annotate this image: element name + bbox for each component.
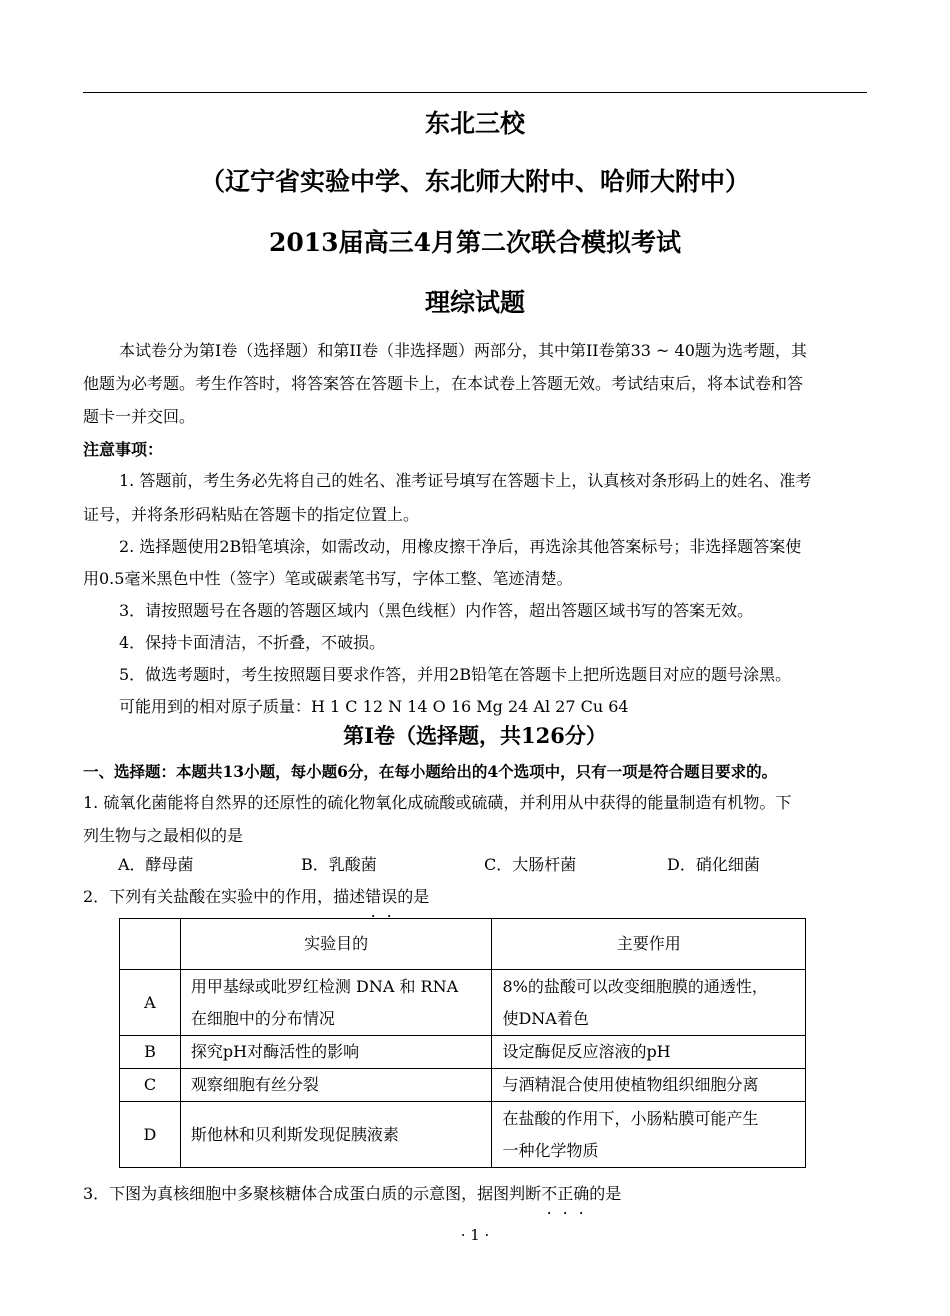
table-row (120, 1036, 806, 1069)
row-purpose: 斯他林和贝利斯发现促胰液素 (180, 1102, 492, 1168)
row-role (492, 970, 806, 1036)
section-1-title: 第I卷（选择题，共126分） (343, 723, 607, 748)
q1-option-a: A．酵母菌 (118, 855, 194, 874)
note-4: 4．保持卡面清洁，不折叠，不破损。 (119, 633, 386, 652)
school-title: 东北三校 (424, 109, 525, 138)
table-row (120, 1102, 806, 1168)
table-header-blank (120, 919, 181, 970)
q2-stem-prefix: 2．下列有关盐酸在实验中的作用，描述 (83, 887, 366, 906)
table-row (120, 1069, 806, 1102)
atomic-masses: 可能用到的相对原子质量：H 1 C 12 N 14 O 16 Mg 24 Al 27 Cu 64 (119, 697, 629, 716)
q2-stem-suffix: 的是 (397, 887, 430, 906)
q1-option-c: C．大肠杆菌 (484, 855, 577, 874)
table-header-row (120, 919, 806, 970)
q3-stem (83, 1184, 867, 1204)
note-5: 5．做选考题时，考生按照题目要求作答，并用2B铅笔在答题卡上把所选题目对应的题号涂黑。 (119, 665, 792, 684)
header-rule (83, 92, 867, 93)
row-purpose-line-1: 用甲基绿或吡罗红检测 DNA 和 RNA (190, 976, 459, 996)
table-header-role: 主要作用 (492, 919, 806, 970)
row-label: B (120, 1036, 181, 1069)
row-purpose-line-2: 在细胞中的分布情况 (190, 1008, 335, 1028)
notes-heading: 注意事项： (83, 440, 164, 459)
exam-name: 2013届高三4月第二次联合模拟考试 (269, 228, 681, 257)
row-label: A (120, 970, 181, 1036)
intro-line-1: 本试卷分为第I卷（选择题）和第II卷（非选择题）两部分，其中第II卷第33 ~ 40题为选考题，其 (119, 341, 807, 360)
emphasis-char: 错 (365, 887, 382, 906)
q1-option-d: D．硝化细菌 (667, 855, 760, 874)
row-role: 设定酶促反应溶液的pH (492, 1036, 806, 1069)
row-role-line-1: 在盐酸的作用下，小肠粘膜可能产生 (502, 1108, 759, 1128)
row-role-line-2: 一种化学物质 (502, 1140, 599, 1160)
note-3: 3．请按照题号在各题的答题区域内（黑色线框）内作答，超出答题区域书写的答案无效。 (119, 601, 754, 620)
q3-stem-emphasis (541, 1184, 589, 1203)
row-purpose (180, 970, 492, 1036)
row-label: C (120, 1069, 181, 1102)
emphasis-char: 确 (573, 1184, 590, 1203)
row-role-line-1: 8%的盐酸可以改变细胞膜的通透性， (502, 976, 768, 996)
note-1-line-1: 1. 答题前，考生务必先将自己的姓名、准考证号填写在答题卡上，认真核对条形码上的姓名、准考 (119, 471, 812, 490)
section-1-instruction: 一、选择题：本题共13小题，每小题6分，在每小题给出的4个选项中，只有一项是符合题目要求的。 (83, 762, 778, 781)
row-role (492, 1102, 806, 1168)
row-role-line-2: 使DNA着色 (502, 1008, 589, 1028)
q2-stem-emphasis (365, 887, 397, 906)
q3-stem-prefix: 3．下图为真核细胞中多聚核糖体合成蛋白质的示意图，据图判断 (83, 1184, 542, 1203)
note-2-line-1: 2. 选择题使用2B铅笔填涂，如需改动，用橡皮擦干净后，再选涂其他答案标号；非选择题答案使 (119, 537, 802, 556)
intro-line-3: 题卡一并交回。 (83, 407, 196, 426)
intro-line-2: 他题为必考题。考生作答时，将答案答在答题卡上，在本试卷上答题无效。考试结束后，将本试卷和答 (83, 374, 804, 393)
row-purpose: 探究pH对酶活性的影响 (180, 1036, 492, 1069)
note-1-line-2: 证号，并将条形码粘贴在答题卡的指定位置上。 (83, 505, 420, 524)
q2-table (119, 918, 806, 1168)
emphasis-char: 误 (381, 887, 398, 906)
row-role: 与酒精混合使用使植物组织细胞分离 (492, 1069, 806, 1102)
q1-stem-line-1: 1. 硫氧化菌能将自然界的还原性的硫化物氧化成硫酸或硫磺，并利用从中获得的能量制造有机物。下 (83, 793, 792, 812)
schools-detail: （辽宁省实验中学、东北师大附中、哈师大附中） (199, 167, 750, 196)
row-purpose: 观察细胞有丝分裂 (180, 1069, 492, 1102)
q2-stem (83, 887, 867, 907)
subject-title: 理综试题 (424, 288, 525, 317)
q1-stem-line-2: 列生物与之最相似的是 (83, 826, 244, 845)
q1-option-b: B．乳酸菌 (301, 855, 377, 874)
q3-stem-suffix: 的是 (589, 1184, 622, 1203)
emphasis-char: 正 (557, 1184, 574, 1203)
emphasis-char: 不 (541, 1184, 558, 1203)
page-number: · 1 · (460, 1226, 490, 1244)
note-2-line-2: 用0.5毫米黑色中性（签字）笔或碳素笔书写，字体工整、笔迹清楚。 (83, 569, 573, 588)
table-header-purpose: 实验目的 (180, 919, 492, 970)
table-row (120, 970, 806, 1036)
row-label: D (120, 1102, 181, 1168)
